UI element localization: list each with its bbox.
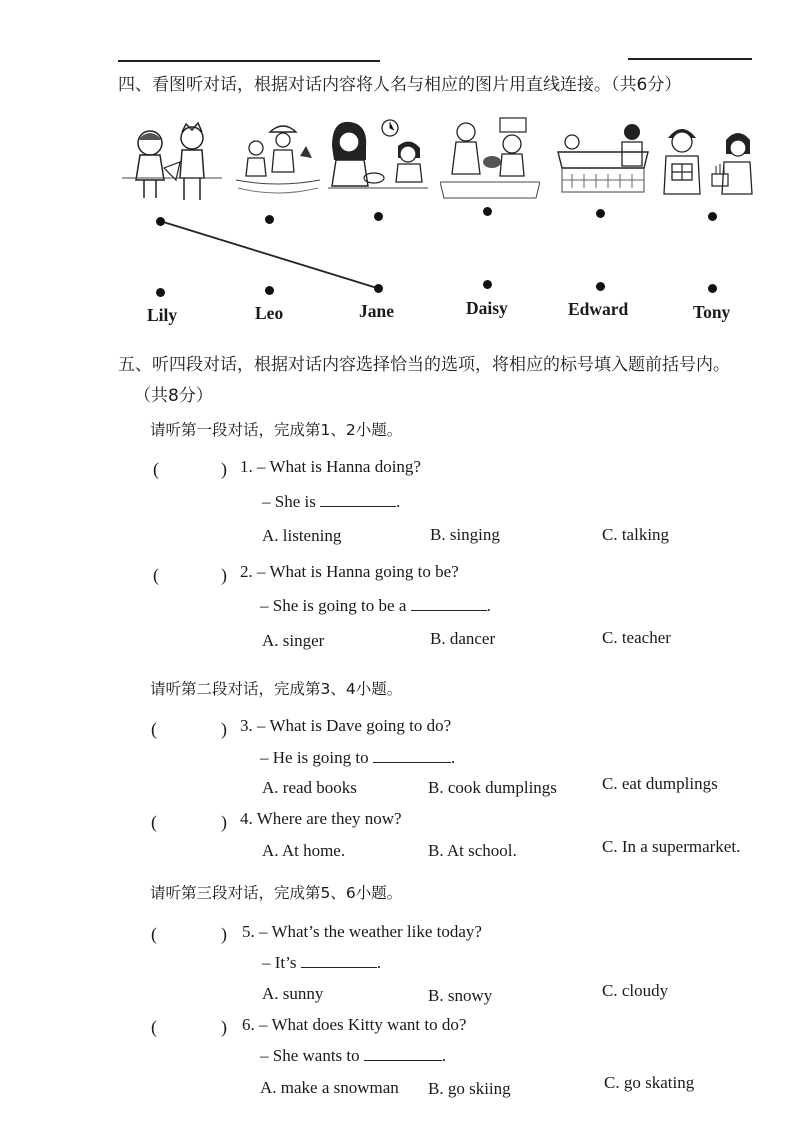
answer-paren-open: (	[151, 1017, 157, 1037]
blank	[301, 953, 377, 968]
option-c: C. talking	[602, 525, 670, 544]
name-jane: Jane	[359, 301, 394, 321]
picture-dot-1[interactable]	[156, 217, 165, 226]
option-c: C. In a supermarket.	[602, 837, 741, 856]
option-a: A. make a snowman	[260, 1078, 399, 1097]
answer-box-1[interactable]	[161, 456, 219, 482]
name-tony: Tony	[693, 302, 731, 322]
section-4-title: 四、看图听对话，根据对话内容将人名与相应的图片用直线连接。（共6分）	[118, 75, 682, 95]
answer-box-2[interactable]	[161, 562, 219, 588]
answer-paren-close: )	[221, 924, 227, 944]
example-match-line	[160, 221, 377, 288]
picture-dot-2[interactable]	[265, 215, 274, 224]
answer-paren-close: )	[221, 459, 227, 479]
question-3: 3. – What is Dave going to do?	[240, 716, 452, 735]
name-edward: Edward	[568, 299, 629, 319]
name-dot-1[interactable]	[156, 288, 165, 297]
blank	[364, 1046, 442, 1061]
option-c: C. go skating	[604, 1073, 695, 1092]
match-lines	[0, 0, 794, 340]
option-b: B. At school.	[428, 841, 517, 860]
section-5-points: （共8分）	[134, 386, 213, 406]
question-2: 2. – What is Hanna going to be?	[240, 562, 459, 581]
picture-dot-5[interactable]	[596, 209, 605, 218]
section-5-title: 五、听四段对话，根据对话内容选择恰当的选项，将相应的标号填入题前括号内。	[118, 355, 730, 375]
option-c: C. cloudy	[602, 981, 669, 1000]
name-dot-3[interactable]	[374, 284, 383, 293]
name-dot-6[interactable]	[708, 284, 717, 293]
option-c: C. eat dumplings	[602, 774, 718, 793]
question-6: 6. – What does Kitty want to do?	[242, 1015, 467, 1034]
answer-line-3: – He is going to .	[260, 748, 456, 767]
option-a: A. read books	[262, 778, 357, 797]
option-b: B. cook dumplings	[428, 778, 557, 797]
answer-paren-open: (	[153, 565, 159, 585]
dialogue-1-instruction: 请听第一段对话，完成第1、2小题。	[150, 421, 403, 439]
name-daisy: Daisy	[466, 298, 508, 318]
answer-line-2: – She is going to be a .	[260, 596, 491, 615]
option-b: B. dancer	[430, 629, 496, 648]
option-c: C. teacher	[602, 628, 671, 647]
answer-box-4[interactable]	[159, 809, 219, 835]
picture-dot-6[interactable]	[708, 212, 717, 221]
answer-paren-open: (	[151, 719, 157, 739]
option-a: A. At home.	[262, 841, 346, 860]
option-b: B. go skiing	[428, 1079, 511, 1098]
answer-paren-open: (	[153, 459, 159, 479]
picture-dot-4[interactable]	[483, 207, 492, 216]
blank	[320, 492, 396, 507]
answer-paren-close: )	[221, 719, 227, 739]
answer-line-1: – She is .	[262, 492, 401, 511]
name-dot-5[interactable]	[596, 282, 605, 291]
name-lily: Lily	[147, 305, 178, 325]
answer-paren-close: )	[221, 1017, 227, 1037]
answer-paren-close: )	[221, 812, 227, 832]
option-a: A. listening	[262, 526, 342, 545]
dialogue-2-instruction: 请听第二段对话，完成第3、4小题。	[150, 680, 403, 698]
option-a: A. singer	[262, 631, 325, 650]
name-dot-4[interactable]	[483, 280, 492, 289]
answer-box-6[interactable]	[159, 1014, 219, 1040]
answer-line-6: – She wants to .	[260, 1046, 447, 1065]
name-leo: Leo	[255, 303, 284, 323]
blank	[373, 748, 451, 763]
question-4: 4. Where are they now?	[240, 809, 402, 828]
option-b: B. snowy	[428, 986, 493, 1005]
answer-box-5[interactable]	[159, 921, 219, 947]
name-dot-2[interactable]	[265, 286, 274, 295]
answer-paren-open: (	[151, 924, 157, 944]
answer-box-3[interactable]	[159, 716, 219, 742]
answer-line-5: – It’s .	[262, 953, 381, 972]
answer-paren-close: )	[221, 565, 227, 585]
option-a: A. sunny	[262, 984, 324, 1003]
answer-paren-open: (	[151, 812, 157, 832]
picture-dot-3[interactable]	[374, 212, 383, 221]
question-5: 5. – What’s the weather like today?	[242, 922, 482, 941]
option-b: B. singing	[430, 525, 500, 544]
dialogue-3-instruction: 请听第三段对话，完成第5、6小题。	[150, 884, 403, 902]
question-1: 1. – What is Hanna doing?	[240, 457, 421, 476]
blank	[411, 596, 487, 611]
